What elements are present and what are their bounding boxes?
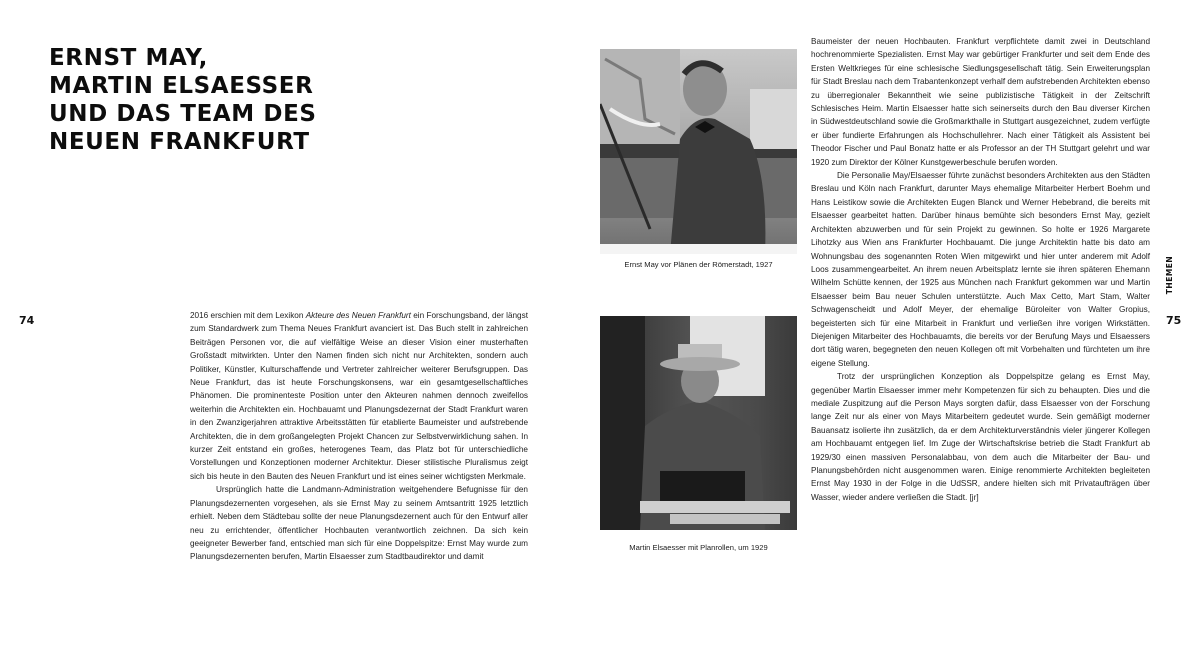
photo-caption: Ernst May vor Plänen der Römerstadt, 1927 [624,260,773,269]
paragraph-text: 2016 erschien mit dem Lexikon [190,311,306,320]
body-column-right [811,35,1150,504]
article-title [49,44,317,156]
photo-ernst-may-illustration [600,49,797,254]
page-number-right: 75 [1166,314,1182,327]
section-label: THEMEN [1165,255,1174,295]
paragraph [190,309,528,483]
title-line: NEUEN FRANKFURT [49,129,310,155]
paragraph: Trotz der ursprünglichen Konzeption als Doppelspitze gelang es Ernst May, gegenüber Martin Elsaesser immer mehr Kompetenzen für sich zu behaupten. Dies und die mediale Zuspitzung auf die Person Mays sorgten dafür, dass Elsaesser von der Forschung lange Zeit nur als einer von Mays Mitarbeitern gedeutet wurde. Sein gemäßigt moderner Bauansatz isolierte ihn zusätzlich, da er dem Architekturverständnis vieler jüngerer Kollegen am Hochbauamt entgegen lief. Im Zuge der Wirtschaftskrise betrieb die Stadt Frankfurt ab 1929/30 einen massiven Personalabbau, von dem auch die Mitarbeiter der Bau- und Planungsbehörden nicht ausgenommen waren. Einige renommierte Architekten begleiteten Ernst May 1930 in der Folge in die UdSSR, andere hielten sich mit Privataufträgen über Wasser, wieder andere verließen die Stadt. [jr] [811,372,1150,502]
paragraph: Ursprünglich hatte die Landmann-Administration weitgehendere Befugnisse für den Planungsdezernenten vorgesehen, als sie Ernst May zu seinem Amtsantritt 1925 letztlich erhielt. Neben dem Städtebau sollte der neue Planungsdezernent auch für den Entwurf aller neu zu errichtender, öffentlicher Hochbauten verantwortlich zeichnen. Da sich kein geeigneter Bewerber fand, entschied man sich für eine Doppelspitze: Ernst May wurde zum Planungsdezernenten berufen, Martin Elsaesser zum Stadtbaudirektor und damit [190,485,528,562]
book-title-italic: Akteure des Neuen Frankfurt [305,311,411,320]
title-line: UND DAS TEAM DES [49,101,317,127]
photo-caption: Martin Elsaesser mit Planrollen, um 1929 [629,543,768,552]
page-number-left: 74 [19,314,35,327]
photo-ernst-may [600,49,797,254]
paragraph: Die Personalie May/Elsaesser führte zunächst besonders Architekten aus den Städten Breslau und Köln nach Frankfurt, darunter Mays ehemalige Mitarbeiter Herbert Boehm und Hans Leistikow sowie die Architekten Eugen Blanck und Werner Hebebrand, die bereits mit Elsaesser gearbeitet hatten. Darüber hinaus bemühte sich besonders Ernst May, gezielt Architekten abzuwerben und für sein Projekt zu gewinnen. So holte er 1926 Margarete Lihotzky aus Wien ans Frankfurter Hochbauamt. Die junge Architektin hatte bis dato am Wohnungsbau des sogenannten Roten Wien mitgewirkt und hier unter anderem mit Adolf Loos zusammengearbeitet. An ihrem neuen Arbeitsplatz lernte sie ihren späteren Ehemann Wilhelm Schütte kennen, der 1925 aus München nach Frankfurt gekommen war und Martin Elsaesser beim Bau neuer Schulen unterstützte. Auch Max Cetto, Mart Stam, Walter Schwagenscheidt und Adolf Meyer, der ehemalige Büroleiter von Walter Gropius, begeisterten sich für eine Mitarbeit in Frankfurt und verließen ihre vorigen Wirkstätten. Diejenigen Mitarbeiter des Hochbauamts, die bereits vor der Berufung Mays und Elsaessers dort tätig waren, begegneten den neuen Kollegen oft mit Vorbehalten und fürchteten um ihre eigene Stellung. [811,171,1150,368]
paragraph-text: ein Forschungsband, der längst zum Standardwerk zum Thema Neues Frankfurt avanciert ist. Das Buch stellt in zahlreichen Beiträgen Personen vor, die auf vielfältige Weise an dieser Vision einer musterhaften Großstadt mitwirkten. Unter den Namen finden sich nicht nur Architekten, sondern auch Politiker, Künstler, Kulturschaffende und Vertreter zahlreicher weiterer Berufsgruppen. Das Neue Frankfurt, das ist heute Forschungskonsens, war ein gesamtgesellschaftliches Phänomen. Die prominenteste Position unter den Akteuren nahmen dennoch zweifellos weiterhin die Architekten ein. Hochbauamt und Planungsdezernat der Stadt Frankfurt waren in den Zwanzigerjahren attraktive Arbeitsstätten für etablierte Baumeister und aufstrebende Architekten, die in dem großangelegten Projekt Chancen zur Selbstverwirklichung sahen. In kurzer Zeit entstand ein großes, heterogenes Team, das Platz bot für unterschiedliche Vorstellungen und Konzeptionen moderner Architektur. Dieser stilistische Pluralismus zeigt sich bis heute in den Bauten des Neuen Frankfurt und ist eines seiner wichtigsten Merkmale. [190,311,528,481]
title-line: MARTIN ELSAESSER [49,73,314,99]
title-line: ERNST MAY, [49,45,209,71]
body-column-left [190,309,528,564]
paragraph: Baumeister der neuen Hochbauten. Frankfurt verpflichtete damit zwei in Deutschland hochrenommierte Spezialisten. Ernst May war gebürtiger Frankfurter und seit dem Ende des Ersten Weltkrieges für eine schlesische Siedlungsgesellschaft tätig. Sein Erweiterungsplan für Stadt Breslau nach dem Trabantenkonzept verhalf dem aufstrebenden Architekten ebenso zu überregionaler Bekanntheit wie seine publizistische Tätigkeit in der Zeitschrift Schlesisches Heim. Martin Elsaesser hatte sich seinerseits durch den Bau diverser Kirchen in Südwestdeutschland sowie die Großmarkthalle in Stuttgart ausgezeichnet, zudem verfügte er über fundierte Erfahrungen als Hochschullehrer. Nach einer Tätigkeit als Assistent bei Theodor Fischer und Paul Bonatz hatte er als Professor an der TH Stuttgart gelehrt und war 1920 zum Direktor der Kölner Kunstgewerbeschule berufen worden. [811,37,1150,167]
photo-martin-elsaesser [600,316,797,530]
photo-martin-elsaesser-illustration [600,316,797,530]
